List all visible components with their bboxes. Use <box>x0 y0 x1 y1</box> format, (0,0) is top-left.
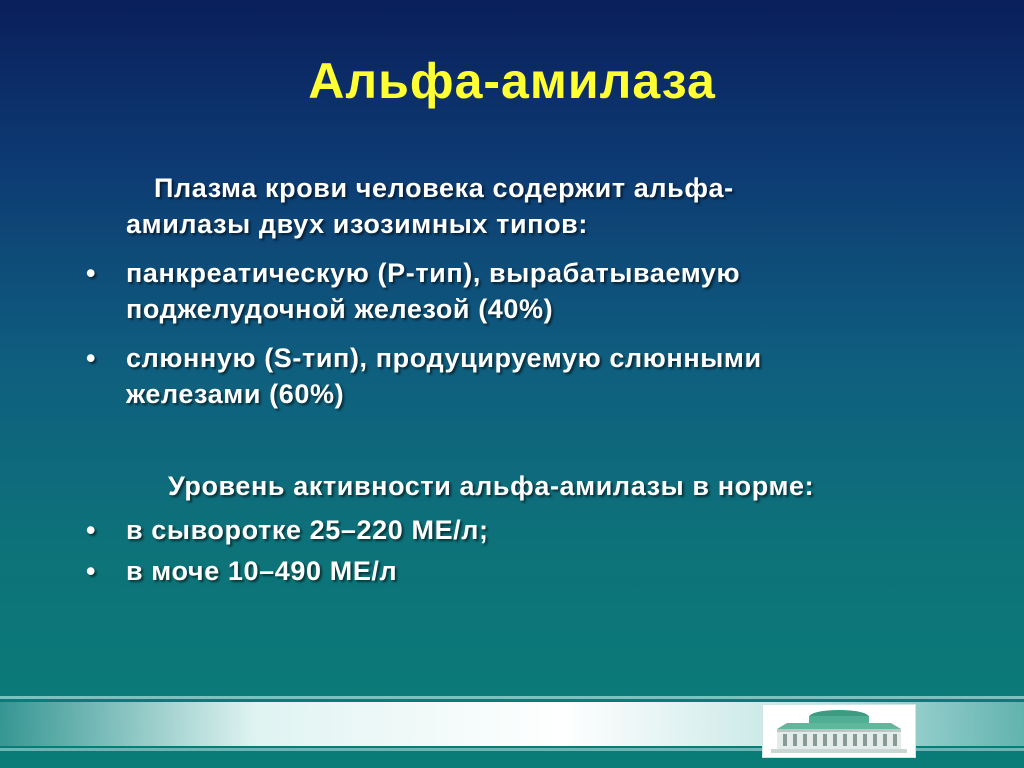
bullet-text-serum: в сыворотке 25–220 МЕ/л; <box>126 515 489 545</box>
intro-paragraph: Плазма крови человека содержит альфа-амилазы двух изозимных типов: <box>126 173 734 239</box>
building-icon <box>762 704 916 758</box>
footer-divider <box>0 696 1024 699</box>
bullet-text-pancreatic: панкреатическую (P-тип), вырабатываемую поджелудочной железой (40%) <box>126 258 741 324</box>
bullet-icon: • <box>86 343 96 373</box>
bullet-text-salivary: слюнную (S-тип), продуцируемую слюнными железами (60%) <box>126 343 762 409</box>
bullet-icon: • <box>86 515 96 545</box>
bullet-icon: • <box>86 556 96 586</box>
slide-title: Альфа-амилаза <box>308 53 716 109</box>
bullet-text-urine: в моче 10–490 МЕ/л <box>126 556 398 586</box>
bullet-icon: • <box>86 258 96 288</box>
level-heading: Уровень активности альфа-амилазы в норме: <box>168 471 815 501</box>
